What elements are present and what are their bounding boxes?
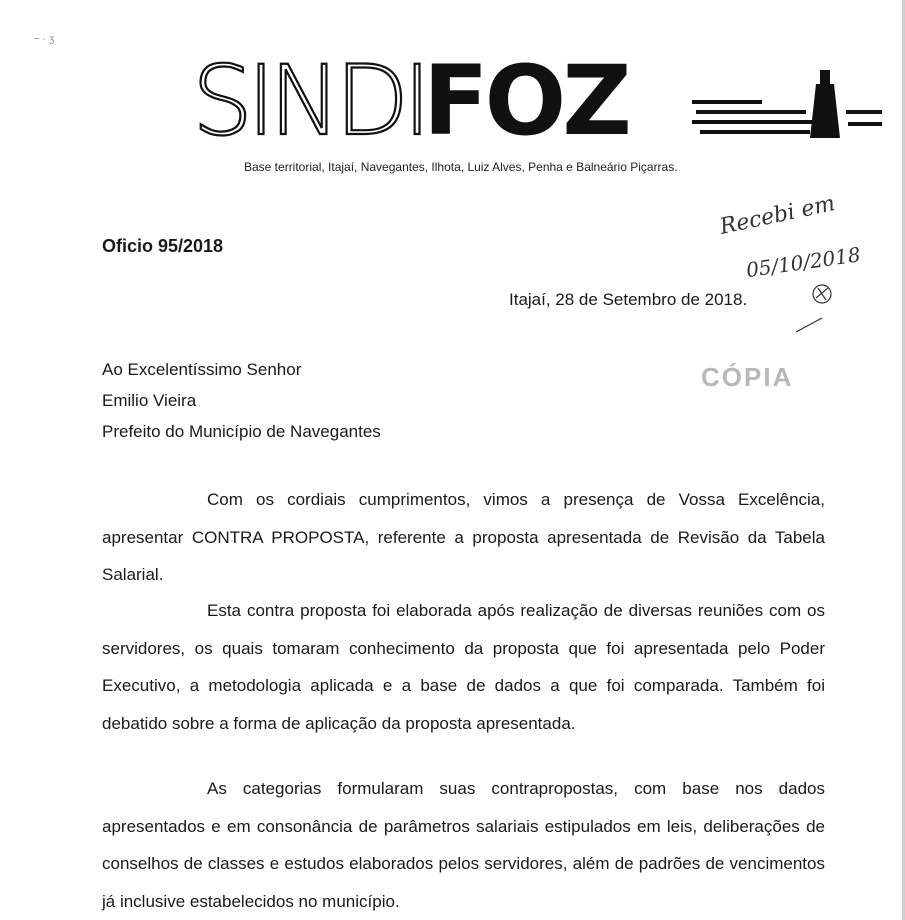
boat-lighthouse-icon <box>690 66 886 146</box>
svg-text:Recebi em: Recebi em <box>718 191 838 240</box>
svg-text:05/10/2018: 05/10/2018 <box>744 242 863 283</box>
body-paragraph-2 <box>102 592 825 742</box>
paragraph-1-text: Com os cordiais cumprimentos, vimos a presença de Vossa Excelência, apresentar CONTRA PROPOSTA, referente a proposta apresentada de Revisão da Tabela Salarial. <box>102 490 825 584</box>
letterhead-tagline: Base territorial, Itajaí, Navegantes, Ilhota, Luiz Alves, Penha e Balneário Piçarras. <box>244 160 678 174</box>
received-handwritten-note <box>718 170 888 340</box>
recipient-name: Emilio Vieira <box>102 391 197 410</box>
paragraph-3-text: As categorias formularam suas contrapropostas, com base nos dados apresentados e em consonância de parâmetros salariais estipulados em leis, deliberações de conselhos de classes e estudos elaborados pelos servidores, além de padrões de vencimentos já inclusive estabelecidos no município. <box>102 779 825 911</box>
recipient-title: Prefeito do Município de Navegantes <box>102 422 381 441</box>
copy-stamp: CÓPIA <box>701 362 794 392</box>
logo-foz-text: FOZ <box>423 45 628 157</box>
paragraph-2-text: Esta contra proposta foi elaborada após realização de diversas reuniões com os servidores, os quais tomaram conhecimento da proposta que foi apresentada pelo Poder Executivo, a metodologia aplicada e a base de dados a que foi comparada. Também foi debatido sobre a forma de aplicação da proposta apresentada. <box>102 601 825 733</box>
margin-scribble: ~ · ʒ <box>34 34 55 45</box>
sindifoz-logo <box>192 46 892 156</box>
body-paragraph-1 <box>102 481 825 594</box>
office-number: Oficio 95/2018 <box>102 236 224 256</box>
body-paragraph-3 <box>102 770 825 920</box>
recipient-salutation: Ao Excelentíssimo Senhor <box>102 360 302 379</box>
logo-sindi-text: SINDI <box>192 45 426 157</box>
date-line: Itajaí, 28 de Setembro de 2018. <box>509 290 748 309</box>
